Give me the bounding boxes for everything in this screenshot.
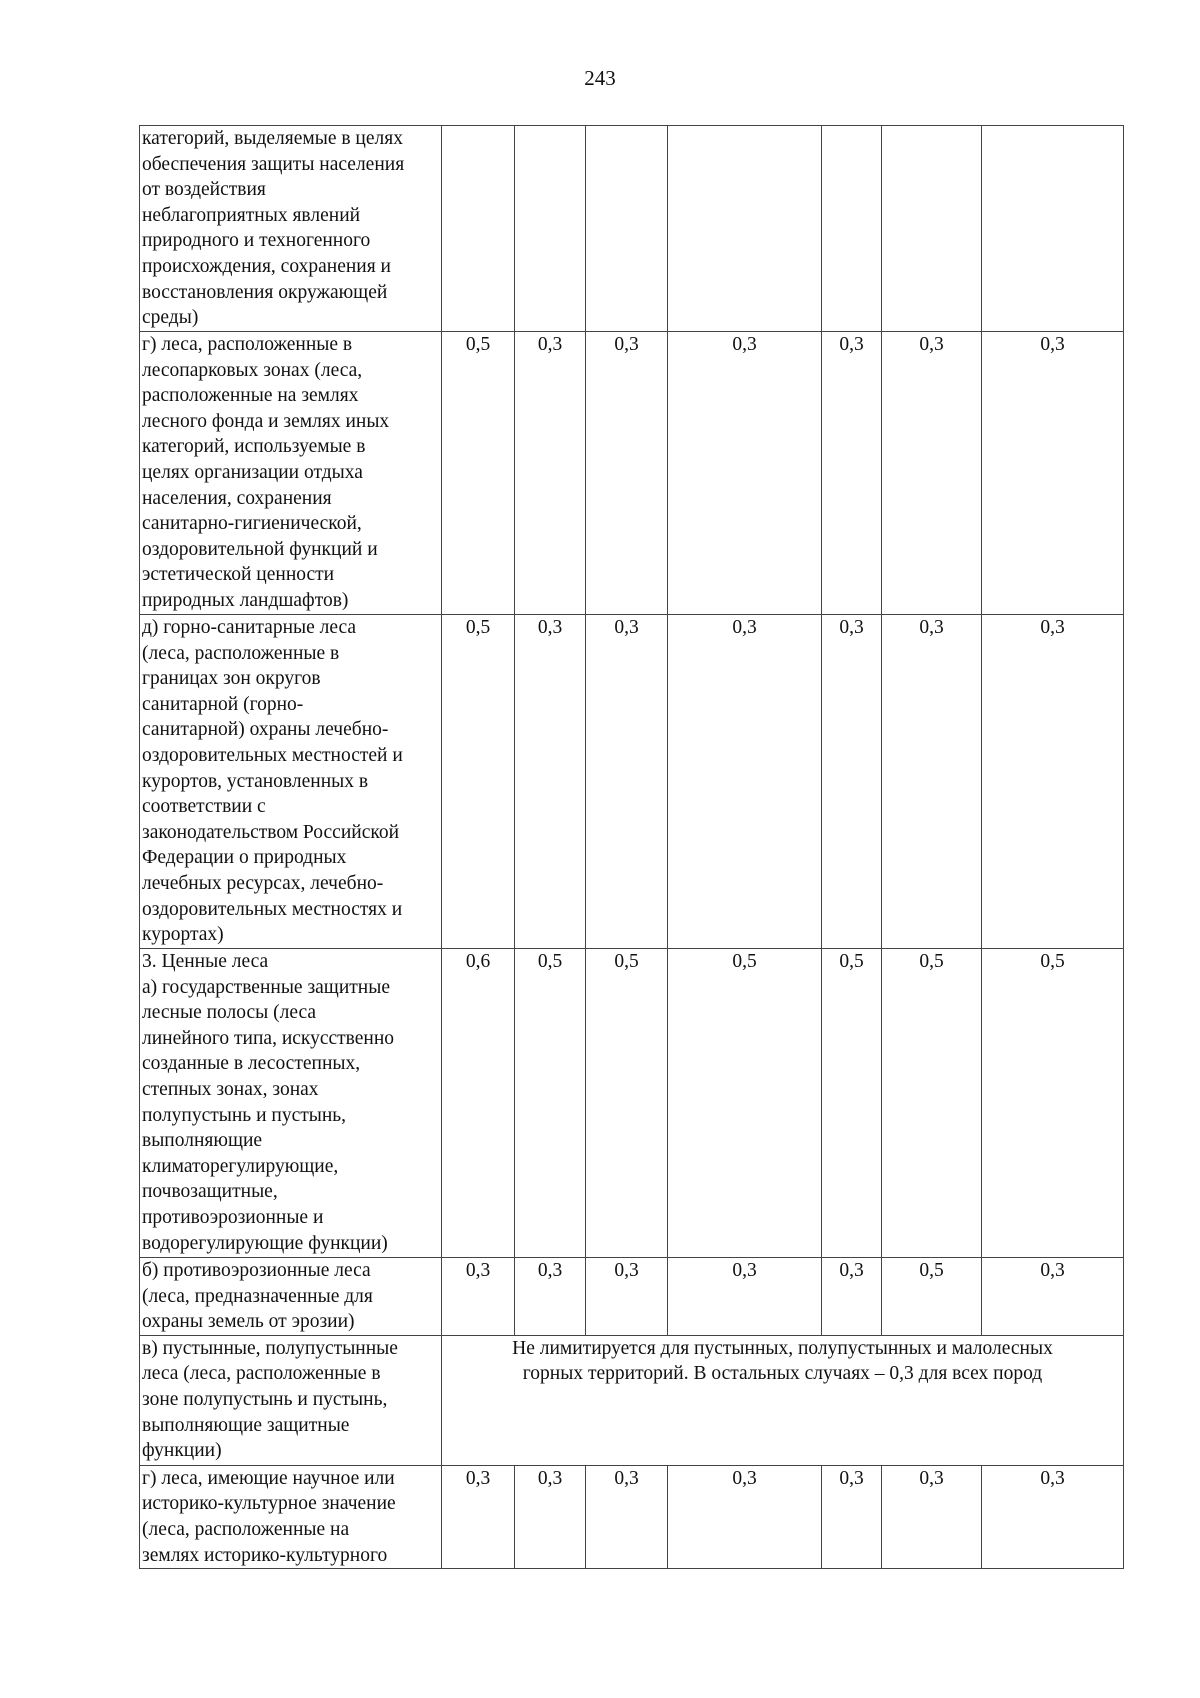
- row-description: д) горно-санитарные леса (леса, расположенные в границах зон округов санитарной (горно- санитарной) охраны лечебно- оздоровительных местностей и курортов, установленных в соответствии с законодательством Российской Федерации о природных лечебных ресурсах, лечебно- оздоровительных местностях и курортах): [140, 615, 442, 949]
- row-description: 3. Ценные леса а) государственные защитные лесные полосы (леса линейного типа, искусственно созданные в лесостепных, степных зонах, зонах полупустынь и пустынь, выполняющие климаторегулирующие, почвозащитные, противоэрозионные и водорегулирующие функции): [140, 949, 442, 1258]
- value-cell: 0,5: [515, 949, 586, 1258]
- value-cell: [515, 126, 586, 332]
- value-cell: 0,3: [822, 1465, 882, 1568]
- page-number: 243: [584, 66, 616, 90]
- value-cell: 0,3: [982, 332, 1124, 615]
- value-cell: [822, 126, 882, 332]
- table-row: [140, 1335, 1124, 1465]
- value-cell: [586, 126, 668, 332]
- value-cell: 0,3: [515, 615, 586, 949]
- value-cell: 0,5: [586, 949, 668, 1258]
- value-cell: 0,5: [882, 1258, 982, 1336]
- value-cell: [982, 126, 1124, 332]
- value-cell: 0,3: [668, 615, 822, 949]
- merged-note: Не лимитируется для пустынных, полупустынных и малолесных горных территорий. В остальных случаях – 0,3 для всех пород: [442, 1335, 1124, 1465]
- value-cell: 0,3: [982, 1465, 1124, 1568]
- value-cell: [442, 126, 515, 332]
- value-cell: 0,5: [982, 949, 1124, 1258]
- value-cell: [668, 126, 822, 332]
- value-cell: 0,5: [442, 332, 515, 615]
- value-cell: 0,3: [668, 1465, 822, 1568]
- row-description: категорий, выделяемые в целях обеспечения защиты населения от воздействия неблагоприятных явлений природного и техногенного происхождения, сохранения и восстановления окружающей среды): [140, 126, 442, 332]
- value-cell: 0,5: [442, 615, 515, 949]
- value-cell: 0,3: [882, 615, 982, 949]
- value-cell: 0,5: [882, 949, 982, 1258]
- table-row: [140, 126, 1124, 332]
- row-description: г) леса, расположенные в лесопарковых зонах (леса, расположенные на землях лесного фонда и землях иных категорий, используемые в целях организации отдыха населения, сохранения санитарно-гигиенической, оздоровительной функций и эстетической ценности природных ландшафтов): [140, 332, 442, 615]
- value-cell: 0,3: [515, 1258, 586, 1336]
- value-cell: 0,3: [515, 332, 586, 615]
- value-cell: 0,3: [982, 615, 1124, 949]
- value-cell: 0,3: [442, 1258, 515, 1336]
- value-cell: 0,3: [882, 1465, 982, 1568]
- value-cell: 0,3: [668, 332, 822, 615]
- row-description: в) пустынные, полупустынные леса (леса, расположенные в зоне полупустынь и пустынь, выполняющие защитные функции): [140, 1335, 442, 1465]
- value-cell: [882, 126, 982, 332]
- value-cell: 0,3: [982, 1258, 1124, 1336]
- value-cell: 0,3: [822, 332, 882, 615]
- value-cell: 0,3: [515, 1465, 586, 1568]
- value-cell: 0,3: [586, 1465, 668, 1568]
- table-row: [140, 949, 1124, 1258]
- value-cell: 0,3: [586, 615, 668, 949]
- value-cell: 0,3: [822, 615, 882, 949]
- table-row: [140, 332, 1124, 615]
- value-cell: 0,6: [442, 949, 515, 1258]
- table-row: [140, 1258, 1124, 1336]
- table-row: [140, 1465, 1124, 1568]
- table-row: [140, 615, 1124, 949]
- value-cell: 0,3: [882, 332, 982, 615]
- value-cell: 0,3: [586, 1258, 668, 1336]
- value-cell: 0,5: [668, 949, 822, 1258]
- value-cell: 0,3: [442, 1465, 515, 1568]
- value-cell: 0,3: [668, 1258, 822, 1336]
- row-description: г) леса, имеющие научное или историко-культурное значение (леса, расположенные на землях историко-культурного: [140, 1465, 442, 1568]
- coefficients-table: [139, 125, 1124, 1569]
- row-description: б) противоэрозионные леса (леса, предназначенные для охраны земель от эрозии): [140, 1258, 442, 1336]
- value-cell: 0,5: [822, 949, 882, 1258]
- value-cell: 0,3: [586, 332, 668, 615]
- value-cell: 0,3: [822, 1258, 882, 1336]
